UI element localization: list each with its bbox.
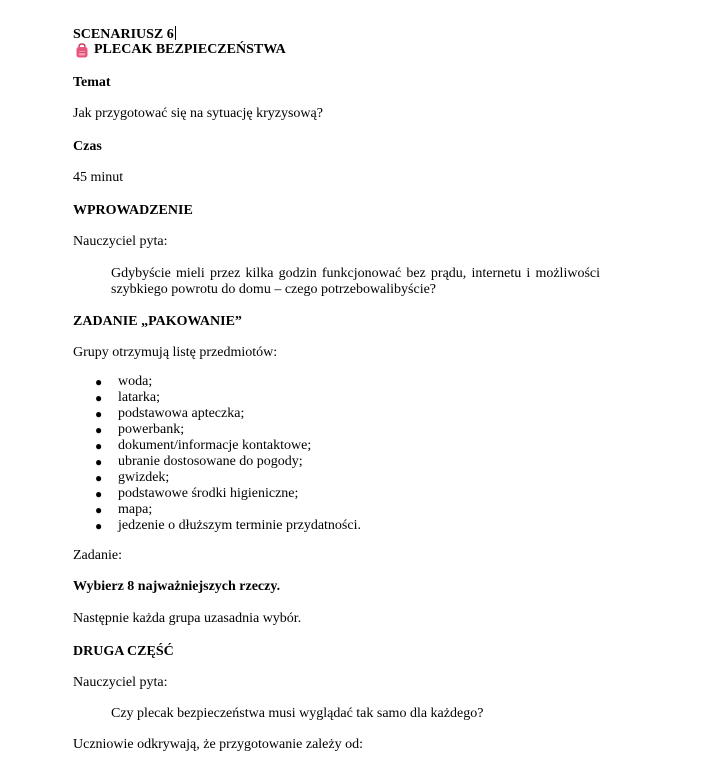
- bullet-icon: ●: [95, 519, 103, 533]
- list-item: [73, 438, 361, 454]
- bullet-icon: ●: [95, 487, 103, 501]
- list-item-text: dokument/informacje kontaktowe;: [118, 438, 312, 453]
- bullet-icon: ●: [95, 391, 103, 405]
- task-heading: ZADANIE „PAKOWANIE”: [73, 314, 242, 329]
- part2-question: Czy plecak bezpieczeństwa musi wyglądać tak samo dla każdego?: [111, 706, 484, 721]
- list-item: [73, 518, 361, 534]
- assignment-label: Zadanie:: [73, 548, 122, 563]
- list-item-text: gwizdek;: [118, 470, 170, 485]
- bullet-icon: ●: [95, 423, 103, 437]
- list-item: [73, 390, 361, 406]
- scenario-number: [73, 26, 176, 43]
- bullet-icon: ●: [95, 439, 103, 453]
- list-item-text: podstawowe środki higieniczne;: [118, 486, 299, 501]
- document-title: [75, 42, 286, 58]
- list-item: [73, 454, 361, 470]
- list-item: [73, 486, 361, 502]
- assignment-text: Wybierz 8 najważniejszych rzeczy.: [73, 579, 281, 594]
- list-item: [73, 406, 361, 422]
- list-item: [73, 502, 361, 518]
- bullet-icon: ●: [95, 503, 103, 517]
- list-item-text: woda;: [118, 374, 153, 389]
- list-item-text: jedzenie o dłuższym terminie przydatności.: [118, 518, 361, 533]
- intro-heading: WPROWADZENIE: [73, 203, 193, 218]
- list-item-text: latarka;: [118, 390, 160, 405]
- topic-heading: Temat: [73, 75, 111, 90]
- intro-question: Gdybyście mieli przez kilka godzin funkcjonować bez prądu, internetu i możliwości szybkiego powrotu do domu – czego potrzebowalibyście?: [111, 266, 600, 297]
- list-item-text: mapa;: [118, 502, 153, 517]
- bullet-icon: ●: [95, 375, 103, 389]
- document-title-text: PLECAK BEZPIECZEŃSTWA: [94, 42, 286, 57]
- list-item: [73, 470, 361, 486]
- scenario-number-text: SCENARIUSZ 6: [73, 27, 174, 42]
- assignment-follow: Następnie każda grupa uzasadnia wybór.: [73, 611, 302, 626]
- list-item-text: ubranie dostosowane do pogody;: [118, 454, 303, 469]
- backpack-icon: [75, 43, 89, 58]
- part2-lead: Nauczyciel pyta:: [73, 675, 168, 690]
- time-text: 45 minut: [73, 170, 124, 185]
- intro-lead: Nauczyciel pyta:: [73, 234, 168, 249]
- task-lead: Grupy otrzymują listę przedmiotów:: [73, 345, 278, 360]
- time-heading: Czas: [73, 139, 102, 154]
- list-item: [73, 422, 361, 438]
- bullet-icon: ●: [95, 407, 103, 421]
- items-list: [73, 374, 361, 534]
- topic-text: Jak przygotować się na sytuację kryzysową?: [73, 106, 323, 121]
- bullet-icon: ●: [95, 471, 103, 485]
- text-cursor: [175, 26, 176, 40]
- list-item: [73, 374, 361, 390]
- bullet-icon: ●: [95, 455, 103, 469]
- part2-discovery: Uczniowie odkrywają, że przygotowanie zależy od:: [73, 737, 363, 752]
- list-item-text: podstawowa apteczka;: [118, 406, 245, 421]
- part2-heading: DRUGA CZĘŚĆ: [73, 644, 174, 659]
- list-item-text: powerbank;: [118, 422, 185, 437]
